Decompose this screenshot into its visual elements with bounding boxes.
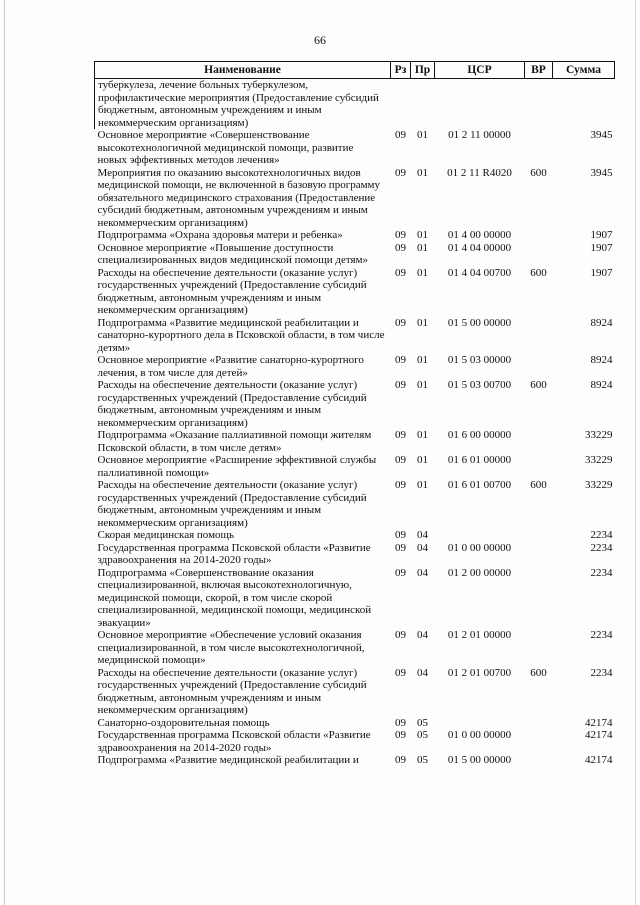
table-row [95,717,615,730]
cell-csr: 01 4 04 00700 [447,266,512,279]
cell-vr [525,567,553,630]
cell-sum: 2234 [590,666,613,679]
cell-csr: 01 5 03 00700 [447,379,512,391]
cell-vr [525,429,553,454]
cell-csr: 01 6 01 00700 [447,479,512,491]
cell-vr [525,229,553,242]
cell-sum: 2234 [590,629,613,641]
table-row [95,729,615,754]
table-body [95,79,615,767]
cell-name: Основное мероприятие «Обеспечение условий оказания специализированной, в том числе высокотехнологичной, медицинской помощи» [97,629,365,666]
cell-vr: 600 [530,479,547,491]
header-pr: Пр [411,62,435,79]
cell-name: Санаторно-оздоровительная помощь [97,716,270,729]
cell-sum: 1907 [590,266,613,279]
page-number: 66 [314,33,326,47]
header-rz: Рз [391,62,411,79]
cell-name: Государственная программа Псковской области «Развитие здравоохранения на 2014-2020 годы» [97,541,371,566]
cell-vr [525,629,553,667]
cell-rz: 09 [395,241,406,254]
cell-vr [525,529,553,542]
cell-vr: 600 [530,266,547,279]
scan-edge-right [635,0,636,905]
cell-csr: 01 2 11 R4020 [447,166,512,179]
cell-pr: 05 [417,729,428,741]
cell-sum: 3945 [590,129,613,141]
cell-sum: 8924 [590,354,613,366]
cell-pr: 01 [417,229,428,241]
cell-vr [525,542,553,567]
header-sum: Сумма [553,62,615,79]
cell-sum: 2234 [590,529,613,541]
cell-pr: 01 [417,266,428,279]
cell-csr: 01 2 00 00000 [447,566,512,579]
cell-pr: 01 [417,129,428,141]
table-row [95,542,615,567]
cell-vr: 600 [530,166,547,179]
cell-sum: 42174 [585,754,613,766]
cell-vr: 600 [530,666,547,679]
cell-rz: 09 [395,129,406,141]
cell-pr [411,79,435,130]
table-row [95,567,615,630]
cell-pr: 05 [417,716,428,729]
cell-csr: 01 5 00 00000 [447,754,512,766]
scan-edge-left [4,0,5,905]
table-row [95,317,615,355]
cell-name: Мероприятия по оказанию высокотехнологичных видов медицинской помощи, не включенной в базовую программу обязательного медицинского страхования (Предоставление субсидий бюджетным, автономным учреждениям и иным некоммерческим организациям) [97,166,381,229]
cell-name: Скорая медицинская помощь [97,529,235,541]
cell-vr: 600 [530,379,547,391]
cell-csr [435,529,525,542]
cell-sum: 2234 [590,566,613,579]
cell-vr [525,354,553,379]
table-row [95,79,615,130]
cell-rz: 09 [395,229,406,241]
table-row [95,379,615,429]
cell-name: Подпрограмма «Совершенствование оказания специализированной, включая высокотехнологичную, медицинской помощи, скорой, в том числе скорой специализированной, медицинской помощи, медицинской эвакуации» [97,566,372,629]
cell-rz [391,79,411,130]
cell-csr: 01 2 01 00000 [447,629,512,641]
cell-csr: 01 0 00 00000 [447,541,512,554]
cell-pr: 01 [417,379,428,391]
cell-name: Расходы на обеспечение деятельности (оказание услуг) государственных учреждений (Предоставление субсидий бюджетным, автономным учреждениям и иным некоммерческим организациям) [97,266,367,316]
cell-name: Основное мероприятие «Совершенствование высокотехнологичной медицинской помощи, развитие новых эффективных методов лечения» [97,129,354,166]
cell-rz: 09 [395,629,406,641]
cell-csr [435,717,525,730]
table-row [95,629,615,667]
table-row [95,354,615,379]
cell-pr: 01 [417,241,428,254]
header-name: Наименование [95,62,391,79]
cell-csr: 01 6 00 00000 [447,429,512,441]
table-row [95,454,615,479]
header-csr: ЦСР [435,62,525,79]
cell-csr: 01 4 04 00000 [447,241,512,254]
cell-name: Подпрограмма «Развитие медицинской реабилитации и [97,754,359,766]
table-row [95,667,615,717]
cell-name: Основное мероприятие «Развитие санаторно-курортного лечения, в том числе для детей» [97,354,364,379]
cell-rz: 09 [395,316,406,329]
cell-name: Основное мероприятие «Повышение доступности специализированных видов медицинской помощи детям» [97,241,369,266]
cell-sum: 33229 [585,429,613,441]
budget-table [94,61,615,767]
cell-sum: 1907 [590,229,613,241]
cell-rz: 09 [395,529,406,541]
cell-rz: 09 [395,166,406,179]
cell-vr [525,717,553,730]
cell-pr: 04 [417,541,428,554]
cell-pr: 01 [417,354,428,366]
cell-vr [525,454,553,479]
cell-pr: 01 [417,316,428,329]
cell-name: Подпрограмма «Развитие медицинской реабилитации и санаторно-курортного дела в Псковской области, в том числе детям» [97,316,385,354]
cell-sum: 42174 [585,729,613,741]
cell-name: Подпрограмма «Оказание паллиативной помощи жителям Псковской области, в том числе детям» [97,429,372,454]
cell-sum: 2234 [590,541,613,554]
cell-sum: 1907 [590,241,613,254]
cell-name: Основное мероприятие «Расширение эффективной службы паллиативной помощи» [97,454,377,479]
cell-name: Расходы на обеспечение деятельности (оказание услуг) государственных учреждений (Предоставление субсидий бюджетным, автономным учреждениям и иным некоммерческим организациям) [97,379,367,429]
cell-sum: 33229 [585,479,613,491]
cell-sum: 8924 [590,316,613,329]
cell-csr: 01 5 00 00000 [447,316,512,329]
table-row [95,267,615,317]
cell-name: Подпрограмма «Охрана здоровья матери и ребенка» [97,229,343,241]
table-header [95,62,615,79]
cell-vr [525,242,553,267]
table-row [95,479,615,529]
cell-vr [525,729,553,754]
cell-rz: 09 [395,566,406,579]
table-row [95,129,615,167]
cell-name: Расходы на обеспечение деятельности (оказание услуг) государственных учреждений (Предоставление субсидий бюджетным, автономным учреждениям и иным некоммерческим организациям) [97,479,367,529]
cell-pr: 04 [417,529,428,541]
table-row [95,429,615,454]
cell-pr: 01 [417,429,428,441]
cell-pr: 05 [417,754,428,766]
cell-rz: 09 [395,479,406,491]
cell-vr [525,754,553,767]
table-row [95,242,615,267]
header-vr: ВР [525,62,553,79]
cell-sum: 42174 [585,716,613,729]
cell-pr: 01 [417,479,428,491]
cell-sum: 3945 [590,166,613,179]
cell-csr: 01 0 00 00000 [447,729,512,741]
cell-csr: 01 4 00 00000 [447,229,512,241]
table-row [95,229,615,242]
cell-name: Государственная программа Псковской области «Развитие здравоохранения на 2014-2020 годы» [97,729,371,754]
cell-csr [435,79,525,130]
cell-csr: 01 5 03 00000 [447,354,512,366]
cell-rz: 09 [395,666,406,679]
cell-sum: 8924 [590,379,613,391]
table-row [95,529,615,542]
cell-csr: 01 2 01 00700 [447,666,512,679]
cell-vr [525,79,553,130]
cell-pr: 04 [417,629,428,641]
cell-rz: 09 [395,266,406,279]
cell-vr [525,129,553,167]
cell-csr: 01 2 11 00000 [448,129,511,141]
cell-pr: 04 [417,666,428,679]
cell-sum [553,79,615,130]
cell-csr: 01 6 01 00000 [447,454,512,466]
cell-rz: 09 [395,716,406,729]
cell-vr [525,317,553,355]
cell-name: Расходы на обеспечение деятельности (оказание услуг) государственных учреждений (Предоставление субсидий бюджетным, автономным учреждениям и иным некоммерческим организациям) [97,666,367,716]
cell-rz: 09 [395,754,406,766]
cell-rz: 09 [395,379,406,391]
cell-pr: 01 [417,166,428,179]
cell-rz: 09 [395,354,406,366]
cell-name: туберкулеза, лечение больных туберкулезом, профилактические мероприятия (Предоставление субсидий бюджетным, автономным учреждениям и иным некоммерческим организациям) [95,79,391,130]
cell-pr: 01 [417,454,428,466]
table-row [95,754,615,767]
cell-sum: 33229 [585,454,613,466]
cell-rz: 09 [395,429,406,441]
cell-pr: 04 [417,566,428,579]
cell-rz: 09 [395,454,406,466]
table-row [95,167,615,230]
cell-rz: 09 [395,541,406,554]
cell-rz: 09 [395,729,406,741]
